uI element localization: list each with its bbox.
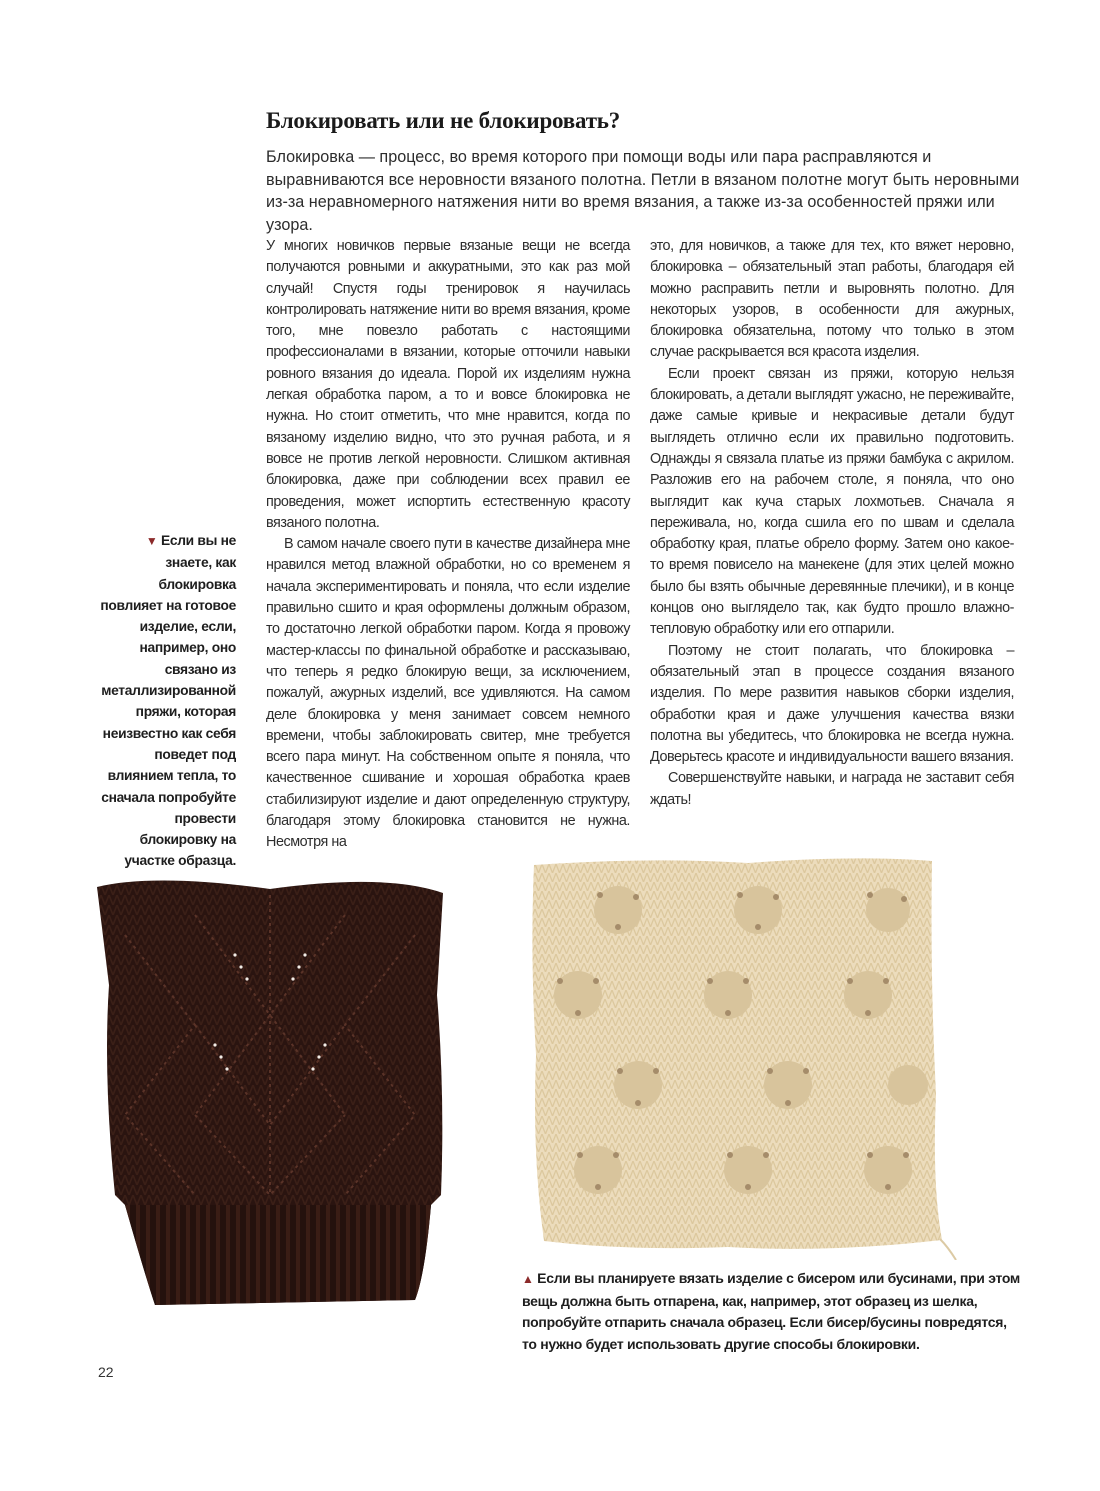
brown-lace-swatch-photo [85, 875, 455, 1315]
paragraph: Если проект связан из пряжи, которую нельзя блокировать, а детали выглядят ужасно, не переживайте, даже самые кривые и некрасивые детали будут выглядеть отлично если их правильно подготовить. Однажды я связала платье из пряжи бамбука с акрилом. Разложив его на рабочем столе, я поняла, что оно выглядит как куча старых лохмотьев. Сначала я переживала, но, когда сшила его по швам и сделала обработку края, платье обрело форму. Затем оно какое-то время повисело на манекене (для этих целей можно было бы взять обычные деревянные плечики), и в конце концов оно выглядело так, как будто прошло влажно-тепловую обработку или его отпарили. [650, 365, 1014, 638]
swatch-ribbing [125, 1205, 431, 1305]
triangle-up-icon: ▲ [522, 1272, 534, 1286]
beige-beaded-swatch-photo [528, 855, 958, 1260]
yarn-tail [940, 1239, 956, 1260]
paragraph: это, для новичков, а также для тех, кто вяжет неровно, блокировка – обязательный этап работы, благодаря ей можно расправить петли и выровнять полотно. Для некоторых узоров, в особенности для ажурных, блокировка обязательна, потому что только в этом случае раскрывается вся красота изделия. [650, 238, 1014, 361]
intro-paragraph: Блокировка — процесс, во время которого при помощи воды или пара расправляются и выравниваются все неровности вязаного полотна. Петли в вязаном полотне могут быть неровными из-за неравномерного натяжения нити во время вязания, а также из-за особенностей пряжи или узора. [266, 148, 1020, 234]
article-heading: Блокировать или не блокировать? [266, 108, 621, 133]
side-caption-text: Если вы не знаете, как блокировка повлияет на готовое изделие, если, например, оно связано из металлизированной пряжи, которая неизвестно как себя поведет под влиянием тепла, то сначала попробуйте провести блокировку на участке образца. [100, 533, 236, 869]
text-column-right [650, 236, 1014, 811]
paragraph: Совершенствуйте навыки, и награда не заставит себя ждать! [650, 770, 1014, 808]
paragraph: У многих новичков первые вязаные вещи не всегда получаются ровными и аккуратными, это как раз мой случай! Спустя годы тренировок я научилась контролировать натяжение нити во время вязания, кроме того, мне повезло работать с настоящими профессионалами в вязании, которые отточили навыки ровного вязания до идеала. Порой их изделиям нужна легкая обработка паром, а то и вовсе блокировка не нужна. Но стоит отметить, что мне нравится, когда по вязаному изделию видно, что это ручная работа, и я вовсе не против легкой неровности. Слишком активная блокировка, даже при соблюдении всех правил ее проведения, может испортить естественную красоту вязаного полотна. [266, 238, 630, 531]
text-column-left [266, 236, 630, 854]
triangle-down-icon: ▼ [145, 534, 158, 548]
paragraph: В самом начале своего пути в качестве дизайнера мне нравился метод влажной обработки, но со временем я начала экспериментировать и поняла, что если изделие правильно сшито и края оформлены должным образом, то достаточно легкой обработки паром. Когда я провожу мастер-классы по финальной обработке и рассказываю, что теперь я редко блокирую вещи, за исключением, пожалуй, ажурных изделий, все удивляются. На самом деле блокировка у меня занимает совсем немного времени, чтобы заблокировать свитер, мне требуется всего пара минут. На собственном опыте я поняла, что качественное сшивание и хорошая обработка краев стабилизируют изделие и дают определенную структуру, благодаря этому блокировка становится не нужна. Несмотря на [266, 536, 630, 851]
paragraph: Поэтому не стоит полагать, что блокировка – обязательный этап в процессе создания вязаного изделия. По мере развития навыков сборки изделия, обработки края и даже улучшения качества вязки полотна вы убедитесь, что блокировка не всегда нужна. Доверьтесь красоте и индивидуальности вашего вязания. [650, 642, 1014, 766]
page-number: 22 [98, 1364, 114, 1380]
photo-caption-text: Если вы планируете вязать изделие с бисером или бусинами, при этом вещь должна быть отпарена, как, например, этот образец из шелка, попробуйте отпарить сначала образец. Если бисер/бусины повредятся, то нужно будет использовать другие способы блокировки. [522, 1270, 1020, 1352]
side-caption [100, 530, 236, 872]
photo-caption [522, 1268, 1022, 1355]
